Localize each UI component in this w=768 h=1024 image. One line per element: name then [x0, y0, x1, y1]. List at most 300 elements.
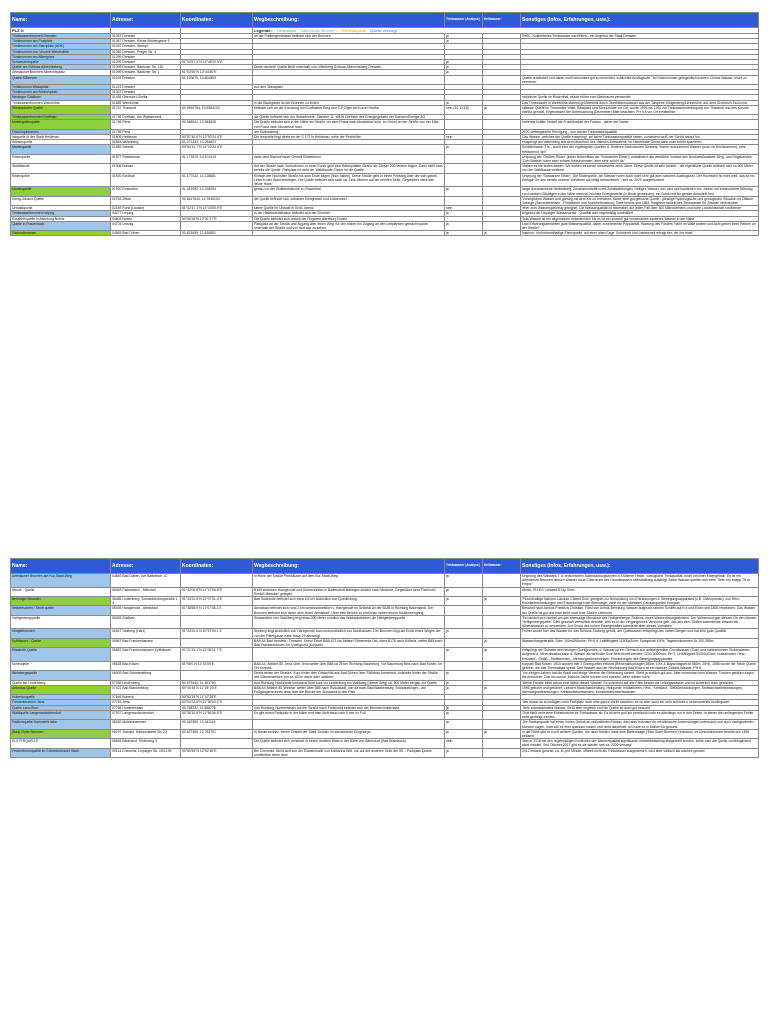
legend-item: Heilwasser — [276, 28, 297, 33]
table-row — [11, 164, 759, 173]
cell-trinkwasser: ja — [445, 671, 483, 680]
cell-koordinaten — [181, 739, 253, 748]
cell-wegbeschreibung: B185 zwischen Harzgerode und Aschersleben in Ballenstedt abbiegen südlich nach Meisdorf. Gegenüber dem 'Parkhotel Schloß Meisdorf' gelegen. — [253, 587, 445, 596]
cell-heilwasser — [483, 661, 521, 670]
cell-adresse: 07422 Bad Blankenburg — [111, 685, 181, 694]
cell-heilwasser — [483, 720, 521, 729]
cell-wegbeschreibung: Die Quelle befindet sich in der Nähe der Straße vor dem Posta nach Mockethal hoch, im Grund an der Straße von der Elbe von Posta nach Mockethal hoch. — [253, 120, 445, 129]
cell-heilwasser — [483, 671, 521, 680]
cell-koordinaten: 51.173570, 14.101413 — [181, 154, 253, 163]
cell-koordinaten: 50°58'34"N 12°31'27"E — [181, 216, 253, 221]
legend-item: Kalkreicher Brunnen — [300, 28, 337, 33]
cell-name: Struile - Quelle — [11, 587, 111, 596]
cell-koordinaten: 51.071433, 14.284603 — [181, 140, 253, 145]
cell-wegbeschreibung: an der Freibergerstrasse befindet sich der Brunnen — [253, 34, 445, 39]
cell-name: Gesundbrunnen — [11, 231, 111, 236]
cell-trinkwasser — [445, 196, 483, 205]
table-row — [11, 105, 759, 114]
table-row — [11, 597, 759, 606]
cell-sonstiges: Heilende Kräfte, fördert die Fruchtbarkeit der Frauen - daher der Name — [521, 120, 759, 129]
table-row — [11, 705, 759, 710]
springs-table-2 — [10, 558, 759, 758]
cell-trinkwasser — [445, 154, 483, 163]
cell-koordinaten: 50.968041, 13.953526 — [181, 120, 253, 129]
cell-sonstiges: Angebot der Leipziger Wasserwerke - Qualität wird regelmäßig kontrolliert — [521, 211, 759, 216]
table-row — [11, 154, 759, 163]
cell-adresse: 06463 Falkenstein - Meisdorf — [111, 587, 181, 596]
col-name: Name: — [11, 13, 111, 28]
cell-koordinaten: 51.120676, 13.801853 — [181, 75, 253, 84]
cell-adresse: 06909 Bad Schmiedeberg — [111, 671, 181, 680]
cell-name: Selkebrunnen / Stroh quelle — [11, 606, 111, 615]
table-row — [11, 120, 759, 129]
cell-adresse: 01067 Dresden, Kleine Brüdergasse 5 — [111, 39, 181, 44]
cell-koordinaten — [181, 221, 253, 230]
cell-name: Quelle in Frauenbach — [11, 221, 111, 230]
cell-trinkwasser: ja — [445, 211, 483, 216]
cell-sonstiges: 'Vorzügliches Wasser und günstig mit dem Kfz zu erreichen, daher eine gut genutzte Quelle'; günstige hydrologische und geologische Situation im Zittauer Gebirge (Sandsteinfelsen - Filtrationen und Speicherfunktion); Sitze bereits seit 1863, Ratgeber natürliches Trinkwasser für Zittauer Verbraucher — [521, 196, 759, 205]
col-adresse: Adresse: — [111, 559, 181, 574]
cell-adresse: 04277 Leipzig — [111, 211, 181, 216]
cell-trinkwasser: ja — [445, 70, 483, 75]
cell-heilwasser — [483, 748, 521, 757]
cell-wegbeschreibung: Parkplatz an der Straße und Zugang über einen Weg, für den bisher ein Zugang an den Leitplanken gemacht wurde, unterhalb der Straße und von dort aus zu sehen. — [253, 221, 445, 230]
cell-adresse: 06567 Bad Frankenhausen — [111, 638, 181, 647]
cell-adresse: 08262 Muldenhammer — [111, 720, 181, 729]
cell-koordinaten: 51°42'47.1"N 14°34'50.9"E — [181, 206, 253, 211]
cell-wegbeschreibung: BAB A4 Bad Hersfeld - Dresden. Kreuz Erfurt BAB A71 bis Abfahrt Sömmerda-Ost, dann B176 nach Kölleda, weiter B85 nach Bad Frankenhausen. Im Quellgrund (Kurpark) — [253, 638, 445, 647]
cell-trinkwasser — [445, 120, 483, 129]
cell-sonstiges: 'Die Radiumquelle hat einen hohen Gehalt an radioaktivem Radon, wird aber trotzdem für medizinische Anwendungen untersucht und auch nachgewiesen. Manche sagen, man soll es eher sparsam nutzen und nicht dauerhaft. Ich halte es in Maßen für gesund.' — [521, 720, 759, 729]
cell-wegbeschreibung: kleine Quelle im Unwald in Groß Jamno — [253, 206, 445, 211]
cell-adresse: 01796 Pirna — [111, 129, 181, 134]
cell-sonstiges: Früher wurde hier das Wasser für das Schloss Stolberg geholt, der Quellwasser entspringt den nahen Bergen und hat eine gute Qualität — [521, 629, 759, 638]
cell-wegbeschreibung: BAB A4, Abfahrt 85 'Jena' über Jena weiter über B88 ca 25 km Richtung Naumburg. Vor Naumburg links nach Bad Kösen. Im Ort Kurpark. — [253, 661, 445, 670]
cell-wegbeschreibung — [253, 648, 445, 662]
header-row — [11, 13, 759, 28]
cell-sonstiges: lange dokumentierte Heilwirkung, Zusammentreffen und Zufallswirkungen, Heiliges Wasser und 'wird seit hunderten von Jahren mit erstaunlicher Wirkung von kranken Gläubigen in der Nähe erreicht, höchste Energiewerte (in Bovis gemessen); ein Schild mit für gender Aufschrift bez' — [521, 187, 759, 196]
cell-heilwasser — [483, 187, 521, 196]
cell-adresse: 04603 Nobitz — [111, 216, 181, 221]
cell-wegbeschreibung: Diese muntere Quelle fließt unterhalb vom Weinberg Schloss Albrechtsberg Dresden. — [253, 65, 445, 70]
cell-sonstiges: 2012 instand gesetzt, ca. 4L pro Minute, offiziell nicht als Trinkwasser ausgewiesen, wird aber vielfach als solches genutzt — [521, 748, 759, 757]
cell-adresse: 01067 Dresden — [111, 34, 181, 39]
cell-wegbeschreibung: Einfach der Hochstein Straße bis zum Ende folgen (links halten). Diese Straße geht in einen Feldweg über der sich gabelt. Links in den Wald einbiegen. Die Quelle befindet sich nach ca. Zehn Metern auf der rechten Seite. Gegenüber steht das 'letzte Haus.' — [253, 173, 445, 187]
cell-adresse: 04849 Bad Düben, Am Badeteich 1C — [111, 574, 181, 588]
cell-wegbeschreibung: Es gibt einen Parkplatz in der Nähe und man läuft etwa noch 5 min zu Fuß. — [253, 710, 445, 719]
cell-name: Behringer Brunnen — [11, 597, 111, 606]
cell-koordinaten: 50.579444, 11.451750 — [181, 680, 253, 685]
cell-wegbeschreibung: Aus Richtung Hockerode kommend führt kurz vor Leutenberg ein Waldweg (oberer Weg) ca. 800 Meter bergan zur Quelle. — [253, 680, 445, 685]
cell-trinkwasser: ja — [445, 231, 483, 236]
col-wegbeschreibung: Wegbeschreibung: — [253, 13, 445, 28]
table-row — [11, 196, 759, 205]
cell-adresse: 08648 Bärendorf, Elsterweg 3 — [111, 739, 181, 748]
cell-koordinaten: 51°21'34.1"N 11°06'11.7"E — [181, 648, 253, 662]
cell-adresse: 04849 Bad Düben — [111, 231, 181, 236]
cell-adresse: 07768 Hummelshain — [111, 705, 181, 710]
cell-heilwasser: ja — [483, 729, 521, 738]
cell-adresse: 08297 Zwönitz, Hartensteiner Str. 22 — [111, 729, 181, 738]
legend-item: Thermalquelle — [340, 28, 367, 33]
cell-adresse: 01920 Kindisch — [111, 173, 181, 187]
cell-koordinaten: 51°03'57.0"N 13°48'20.5"E — [181, 60, 253, 65]
col-koordinaten: Koordinaten: — [181, 13, 253, 28]
cell-sonstiges: Ursprung der 'Großen Röder' (linker Nebenfluss der 'Schwarzen Elster'); entwässert das westliche Vorland des Nordwestlausitzer Berg- und Hügellandes; 'Zum Wasser holen aber schwer beizukommen, aber sehr schön da.' — [521, 154, 759, 163]
sheet-1 — [10, 12, 758, 236]
cell-adresse: 01069 Dresden, Prager Str. 4 — [111, 49, 181, 54]
cell-sonstiges: Quelle renaturiert und daher nicht besonders gut zu erreichen; schlichtes Ausflugsziel; 'Im Hochsommer gelegentlich trocken. Guess Wasser, leicht zu erreichen.' — [521, 75, 759, 84]
cell-name: Waldbauste — [11, 164, 111, 173]
cell-wegbeschreibung: Die Quelle befindet sich versteckt in einem dunklen Wald in der Nähe von Bärendorf (Bad Brambach). — [253, 739, 445, 748]
cell-trinkwasser: nein — [445, 739, 483, 748]
cell-wegbeschreibung: Direkt neben der Strasse. Kurz hinter dem Ortsschild aus Bad Düben über Söllichau kommend. Aulsseite hinter der Straße des Wasserwerkes von ca 100m davor oder dahinter. — [253, 671, 445, 680]
cell-sonstiges: Refill - Kostenfreies Trinkwasser nachfüllen - ein Angebot der Stadt Dresden — [521, 34, 759, 39]
col-heilwasser: Heilwasser: — [483, 13, 521, 28]
cell-wegbeschreibung: die Quelle befindet sich zwischen Eichgraben und Lückendorf. — [253, 196, 445, 205]
cell-adresse: 07338 Leutenberg — [111, 680, 181, 685]
cell-trinkwasser: ja — [445, 60, 483, 65]
cell-trinkwasser — [445, 606, 483, 615]
cell-name: Trinkwasserbrunnen Dresden — [11, 34, 111, 39]
cell-sonstiges: 'Meine Familie trinkt schon eine Weile dieses Wasser. Es schmeckt auf alle Fälle besser als Leitungswasser und ist sicherlich auch gesünder.' — [521, 680, 759, 685]
cell-sonstiges: stärkste Quelle im Tharandter Wald, Rastplatz und Schutzhütte vor Ort, wurde 1906 bis 1931 zur Trinkwasserversorgung von Tharandt und des Kurorts Hartha genutzt, Ergebnissen der Untersuchung (Dezember) Bitte beachten: PH 5,5 vor Ort ermittelbar — [521, 105, 759, 114]
cell-adresse: 01689 Weinböhla — [111, 100, 181, 105]
table-row — [11, 615, 759, 629]
cell-koordinaten: 51°34'24.6 N 10°57'09.1 E — [181, 629, 253, 638]
col-koordinaten: Koordinaten: — [181, 559, 253, 574]
table-row — [11, 587, 759, 596]
cell-adresse: 01099 Dresden — [111, 54, 181, 59]
cell-name: Schwesternquelle — [11, 60, 111, 65]
cell-name: Quelle Lenz-Born — [11, 705, 111, 710]
cell-sonstiges: 2020 umfangreiche Reinigung - nun wieder Trinkwasserqualität — [521, 129, 759, 134]
cell-sonstiges: Laut Erfahrungsberichten gute Wasserqualität, daher zunehmende Popularität. Wartung des Förders 'Nicht im Wald parken und Acht geben beim Parken an der Straße!' — [521, 221, 759, 230]
cell-adresse: 07646 Bobeck — [111, 695, 181, 700]
cell-name: Kyffhäuser - Quelle — [11, 638, 111, 647]
table-row — [11, 629, 759, 638]
cell-wegbeschreibung — [253, 75, 445, 84]
table-row — [11, 187, 759, 196]
table-row — [11, 75, 759, 84]
col-trinkwasser: Trinkwasser (Analyse) — [445, 13, 483, 28]
cell-trinkwasser: ja — [445, 685, 483, 694]
cell-adresse: 01920 Rosenthal — [111, 187, 181, 196]
cell-name: Frischebrunnquelle im Crimmitschauer Wald — [11, 748, 111, 757]
cell-koordinaten: 51°42'09.5"N 11°17'06.8"E — [181, 587, 253, 596]
cell-koordinaten: 50°54'23.8"N 11°36'00.2"E — [181, 700, 253, 705]
cell-heilwasser — [483, 173, 521, 187]
cell-adresse: 07937 Langenwolschendorf — [111, 710, 181, 719]
table-row — [11, 574, 759, 588]
cell-heilwasser: ja — [483, 231, 521, 236]
cell-name: Quelle Silbersee — [11, 75, 111, 84]
cell-name: Scheuqelle — [11, 661, 111, 670]
cell-adresse: 01458 Ottendorf-Okrilla — [111, 95, 181, 100]
cell-koordinaten: 51°08'0 N 11°43'09 E — [181, 661, 253, 670]
cell-name: Hubertusquelle — [11, 695, 111, 700]
table-row — [11, 661, 759, 670]
cell-wegbeschreibung: nahe dem Rammenauer Ortsteil Röderbrunn — [253, 154, 445, 163]
cell-sonstiges: Schildhinweis: 2 is - somit eine der ergiebigsten Quellen d. Hinteren Sächsischen Schweiz; 'immer ausreichend Wasser (auch im Hochsommer), sehr erfrischend, tip!!' — [521, 145, 759, 154]
cell-adresse: 02763 Zittau — [111, 196, 181, 205]
col-sonstiges: Sonstiges (Infos, Erfahrungen, usw.): — [521, 559, 759, 574]
cell-heilwasser — [483, 739, 521, 748]
cell-sonstiges: Natrium- und mineralhaltige Eisenquelle, auf einer alten Sage 'Schönheit und Lebensmut erfragt der, der ihn trinkt.' — [521, 231, 759, 236]
cell-sonstiges: 'Haben es nie testen lassen. Wir trinken es schon mindestens zehn Jahre. Diese Quelle ist sehr beliebt.'; die eigentliche Quelle befindet sich ca 500 Meter von der Waldbaude entfernt — [521, 164, 759, 173]
cell-trinkwasser: ja — [445, 748, 483, 757]
cell-wegbeschreibung: Die Quelle befindet sich unweit der Flugwerk Altenburg Nobitz — [253, 216, 445, 221]
cell-wegbeschreibung: in der Bachgasse ist der Brunnen zu finden — [253, 100, 445, 105]
cell-koordinaten: 50°38'10.6"N 11°56'06.6"E — [181, 710, 253, 719]
cell-heilwasser: ja — [483, 638, 521, 647]
cell-sonstiges: natürliche Quelle im Rosenthal, würde früher zum Bierbrauen verwendet — [521, 95, 759, 100]
cell-sonstiges: Das Wasser, welches der Quelle entspringt, sei keine Trinkwasserqualität haben, zumindest weiß der Schild darauf hin. — [521, 135, 759, 140]
cell-adresse: 01844 Vallenberg — [111, 140, 181, 145]
cell-trinkwasser — [445, 173, 483, 187]
table-row — [11, 145, 759, 154]
cell-trinkwasser — [445, 75, 483, 84]
cell-koordinaten: 50°57'40.0"N 13°53'24.4"E — [181, 135, 253, 140]
cell-adresse: 06628 Bad Kösen — [111, 661, 181, 670]
cell-wegbeschreibung: In Höhe der Straße Pfanhäuser auf dem Kur-Stadt-Weg. — [253, 574, 445, 588]
cell-sonstiges: 'Vor einigen Jahren hat die Stadt und einige Vereine die Einfassung saniert. Steht ja wirklich gut aus. Aber momentan kein Wasser. Trocken gefallen sagen die Anwohner. Das ist normal. Manche Jahre trocken und manche Jahre wieder nicht.' — [521, 671, 759, 680]
cell-sonstiges: Ursprung der 'Schwarzen Elster'; 'Die Elsterquelle, am Wasser holen auch nicht sehr gut aber schönes Ausflugsziel. Der Hochstein ist nicht weit, das ist ein Energie Ort den bereits unserer Vorfahren als heilig betrachteten.'; seit ca. 2020 ausgetrocknet — [521, 173, 759, 187]
cell-trinkwasser: ja — [445, 705, 483, 710]
cell-koordinaten: 51°38'58.9 N 11°07'08.2 E — [181, 606, 253, 615]
cell-name: Trinkbrunnen am Albertplatz — [11, 54, 111, 59]
cell-adresse: 07749 Jena — [111, 700, 181, 705]
table-row — [11, 221, 759, 230]
cell-sonstiges: 'Dort fließt sehr viele Einheimische ihr Trinkwasser ab. Es ist sehr gut! Ich persönlich hole es allerdings nur in den Zeiten, in denen die umliegenden Felder nicht gedüngt werden...' — [521, 710, 759, 719]
cell-sonstiges: Benannt nach Alexius Friedrich Christian, Fürst von Anhalt-Bernburg, Wasser aufgrund seinem Schliffs auf Erz und Eisen seit 1808 empfohlen. Das Wasser der Quelle ist gut und man sieht noch eine Stollen Leiterurin — [521, 606, 759, 615]
cell-name: Klingelbrunnen — [11, 629, 111, 638]
cell-sonstiges: 'Es handelt sich hierbei um das ehemalige Mundloch des Heiligenberger Stollens, eines Wasserlösungsstollens. Der Volksmund gab diesem Ort den Namen 'Heiligenbergquelle'. Dies geschah vermutlich deshalb, weil es in der Vergangenheit Versuche gab, das aus dem Stollen austretende Wasser als Mineralwasser zu verwenden. Auf Grund des hohen Eisengehaltes scheiterte aber dieses Vorhaben.' — [521, 615, 759, 629]
cell-koordinaten: 50°54'10.7"N 14°20'24.4"E — [181, 145, 253, 154]
cell-name: Trinkbrunnen am Sternplatz (AOK) — [11, 44, 111, 49]
cell-trinkwasser: ja — [445, 648, 483, 662]
cell-sonstiges: 48min, PH 8,0, Leitwert 813µ S/cm — [521, 587, 759, 596]
cell-name: König-Johann-Quelle — [11, 196, 111, 205]
cell-name: Trinkbrunnen Wasaplatz — [11, 85, 111, 90]
cell-name: Elisabeth-Quelle — [11, 648, 111, 662]
cell-name: Trinkwasserbrunnen Dorfhain — [11, 115, 111, 120]
cell-trinkwasser: nein — [445, 206, 483, 211]
cell-koordinaten: 50.768722, 11.588778 — [181, 705, 253, 710]
cell-name: Waldquelle Langenwolschendorf — [11, 710, 111, 719]
cell-adresse: 01855 Sebnitz — [111, 145, 181, 154]
cell-name: Marienquelle — [11, 145, 111, 154]
table-row — [11, 231, 759, 236]
col-adresse: Adresse: — [111, 13, 181, 28]
cell-wegbeschreibung: Bad Suderode befindet sich etwa 6,5 km südöstlich von Quedlinburg — [253, 597, 445, 606]
cell-name: Antonius-Quelle — [11, 685, 111, 694]
cell-koordinaten — [181, 164, 253, 173]
cell-wegbeschreibung: die Quelle befindet sich Am Wasserwerk, Standort 11: WKW Dorfhain des Energiegebiets der SachsenEnergie AG — [253, 115, 445, 120]
cell-heilwasser: ja — [483, 597, 521, 606]
col-sonstiges: Sonstiges (Infos, Erfahrungen, usw.): — [521, 13, 759, 28]
cell-sonstiges: Ursprung des Wassers: i. d. erdschichten Aufbrauchungszonen d. Dübener Heide, vorzügliche Trinkqualität, leicht erhöhter Eisengehalt; 'Es ist ein Artesischer Brunnen dessen Wasser durch Überdruck des Grundwassers selbstständig aufsteigt. Seine Wasser quellen aus einer Tiefe von knapp 75 m empor.' — [521, 574, 759, 588]
cell-trinkwasser: ja — [445, 65, 483, 70]
cell-wegbeschreibung: Von Richtung Hummelshain auf der Straße nach Freienorla befindet sich der Brunnen linkerhand. — [253, 705, 445, 710]
cell-adresse: 01906 Burkau — [111, 164, 181, 173]
cell-koordinaten: 51°03'50"N 13°44'50"E — [181, 70, 253, 75]
cell-sonstiges: 1995 gebohrt und gehärtet; Leitwert Stadt Blankenburg, Heilquelle; Indikationen: Herz-, Kreislauf-, Gefäßerkrankungen, Stoffwechselerkrankungen, Atemwegserkrankungen, Kreislaufbeschwerden, Konzentrationsschwächen — [521, 685, 759, 694]
cell-trinkwasser: ja — [445, 729, 483, 738]
cell-heilwasser — [483, 145, 521, 154]
cell-koordinaten: 50.8417644, 14.7645104 — [181, 196, 253, 205]
legend-items — [273, 28, 397, 33]
cell-heilwasser — [483, 196, 521, 205]
cell-name: Elisabethquelle in Altenburg Nobitz — [11, 216, 111, 221]
table-row — [11, 648, 759, 662]
cell-trinkwasser: ja — [445, 587, 483, 596]
springs-table-1 — [10, 12, 759, 236]
cell-koordinaten — [181, 574, 253, 588]
cell-name: Quelle bei Leutenberg — [11, 680, 111, 685]
cell-wegbeschreibung: auf dem Wasaplatz — [253, 85, 445, 90]
cell-wegbeschreibung: BAB A4 Abfahrt 80 'Weimar' weiter über B85 nach Rudolstadt, von da nach Bad Blankenburg, Schwarzburger-, am Fußgängerbrunnen links über die Brücke der Schwarza in den Park. — [253, 685, 445, 694]
cell-koordinaten: 50°50'55"N 12°52'48"E — [181, 748, 253, 757]
cell-sonstiges: Das Trinkwasser in Weinböhla stammt größtenteils durch Oberflächenwasser aus der Talsperre Klingenberg/Lehnmühle und dem Großteich Zschorna — [521, 100, 759, 105]
cell-koordinaten: 51.287052, 14.228254 — [181, 187, 253, 196]
cell-trinkwasser: ja — [445, 629, 483, 638]
cell-sonstiges: 'das musst du al einfügen vorm Parkplatz noch eine ganze Weile wandern, es ist aber auch ein sehr schönes u sehenswertes Ausflugsziel.' — [521, 700, 759, 705]
cell-name: Trinkbrunnen von Vincent Weintschke — [11, 49, 111, 54]
header-row — [11, 559, 759, 574]
cell-heilwasser — [483, 615, 521, 629]
cell-heilwasser — [483, 75, 521, 84]
cell-adresse: 01219 Dresden — [111, 85, 181, 90]
cell-name: Trinkwasserbrunnen Weinböhla — [11, 100, 111, 105]
cell-sonstiges: 'Das Wasser ist ein allgemeinen unbedenklich bis es ist ein sinnvoll gut verwendetes sauberes Wasser in der Nähe' — [521, 216, 759, 221]
cell-name: Trinkbrunnen am Postplatz — [11, 39, 111, 44]
cell-adresse: 01877 Rammenau — [111, 154, 181, 163]
cell-sonstiges: entspringt der Ostseite des heutigen Quellgrundes; d. Wasser ist ein Gemisch aus aufsteigendem Grundwasser (Sole) und meteorischem Sickerwasser; aufgrund d. Mineralisation kann d. Wasser als wertvolle Sole bezeichnet werden; 1200-3000mm; PH 7; Leitfähigkeit 50000µS/cm; Indikationen: Herz-, Kreislauf-, Gefäß-, Stoffwechsel-, Atemwegserkrankungen, Erkrankungen des Bewegungsapparates — [521, 648, 759, 662]
cell-heilwasser — [483, 574, 521, 588]
cell-koordinaten — [181, 615, 253, 629]
cell-wegbeschreibung: in der Hildebrandstrasse befindet sich der Brunnen — [253, 211, 445, 216]
cell-name: Isequelle in der Stadt Heidenau — [11, 135, 111, 140]
cell-trinkwasser: ja — [445, 100, 483, 105]
cell-name: Heiligenbergquelle — [11, 615, 111, 629]
cell-trinkwasser — [445, 638, 483, 647]
cell-adresse: 01307 Dresden — [111, 90, 181, 95]
sheet-2 — [10, 558, 758, 758]
cell-adresse: 01099 Dresden, Bautzner Str. 1 — [111, 70, 181, 75]
cell-heilwasser — [483, 629, 521, 638]
cell-wegbeschreibung: Bei Chemnitz. Nicht weit von der Eisbahnhalle von Katharina Witt, nur auf der anderen Seite der 95. - Parkplatz Quelle unmittelbar hinter dem — [253, 748, 445, 757]
cell-trinkwasser: ja — [445, 39, 483, 44]
cell-wegbeschreibung — [253, 231, 445, 236]
col-name: Name: — [11, 559, 111, 574]
cell-name: Quelle am Schloss Albrechtsberg — [11, 65, 111, 70]
cell-adresse: 06493 Südharz — [111, 615, 181, 629]
cell-adresse: 02149 Forst (Lausitz) — [111, 206, 181, 211]
cell-adresse: 06567 Bad Frankenhausen/ Kyffhäuser — [111, 648, 181, 662]
cell-heilwasser — [483, 710, 521, 719]
cell-trinkwasser: ja — [445, 145, 483, 154]
cell-trinkwasser: ja — [445, 221, 483, 230]
cell-sonstiges: 'eher zum Wasserspielzeug geeignet. Die Wasserqualität ist miserabel, auf jeden Fall über 300 Mikrosiemens und hohe Landwirtschaft rundherum' — [521, 206, 759, 211]
table-row — [11, 606, 759, 615]
cell-trinkwasser: nein (10.12.18) — [445, 105, 483, 114]
cell-adresse: 01099 Dresden — [111, 60, 181, 65]
cell-name: Wiesenquelle — [11, 140, 111, 145]
table-row — [11, 739, 759, 748]
cell-wegbeschreibung: genau vor der Wallfahrtskirche zu Rosenthal — [253, 187, 445, 196]
cell-name: Marienquelle — [11, 187, 111, 196]
cell-name: Artesischer Brunnen am Kur-Stadt-Weg — [11, 574, 111, 588]
cell-trinkwasser: ja — [445, 720, 483, 729]
cell-koordinaten — [181, 638, 253, 647]
cell-adresse: 01099 Dresden, Bautzner Str. 130 — [111, 65, 181, 70]
plz-label: PLZ 0: — [11, 28, 111, 34]
cell-wegbeschreibung: Stolberg liegt südöstlich von Harzgerode und nordnordöstlich von Nordhausen. Der Brunnen liegt am Ende eines Weges der von der Rittergasse nahe Haus 29 abzweigt. — [253, 629, 445, 638]
cell-sonstiges: entspringt am Valtenberg aus dem Mundloch des Valentin-Erbstollens; im Liebethaler Grund kann man schön spazieren — [521, 140, 759, 145]
cell-trinkwasser — [445, 164, 483, 173]
cell-heilwasser — [483, 587, 521, 596]
table-row — [11, 720, 759, 729]
cell-sonstiges: 'Sehr schmackhaftes Wasser, fließt aber ungleich und die Quelle ist auch gut besucht.' — [521, 705, 759, 710]
table-row — [11, 671, 759, 680]
cell-sonstiges: Wasserchargeteristik: Sole: 100m3/Woche; PH 6,6; Leitfähigkeit 11500µS/cm; Salzgehalt 6,8%; Tageseinkommen 3x 100-350m — [521, 638, 759, 647]
cell-name: Radiumquelle Hammerbrücke — [11, 720, 111, 729]
cell-name: Unwaldquelle — [11, 206, 111, 211]
cell-trinkwasser: ja — [445, 710, 483, 719]
table-row — [11, 638, 759, 647]
cell-heilwasser — [483, 606, 521, 615]
table-row — [11, 680, 759, 685]
cell-wegbeschreibung — [253, 145, 445, 154]
cell-wegbeschreibung: Auf der Straße nach Schönbrunn, in einer Kurve geht eine Betonplatten Straße ab. Dieser 200 Metern folgen. Dann sieht man bereits die Quelle. Parkplatz ist nicht da. Waldbaude: Davor ist die Quelle. — [254, 164, 443, 173]
cell-adresse: 01738 Dorfhain, Am Wasserwerk — [111, 115, 181, 120]
cell-sonstiges: in der Nähe gibt es noch weitere Quellen, die dazu führten, dass eine Badeanlage ('Bad Guter Brunnen') entstand, es Gesundbrunnen bereits seit 1498 bekannt — [521, 729, 759, 738]
cell-name: ELSTERQUELLE — [11, 739, 111, 748]
cell-koordinaten: 50.442390, 12.441119 — [181, 720, 253, 729]
cell-name: Fürstenbrunnen Jena — [11, 700, 111, 705]
cell-trinkwasser: ja — [445, 34, 483, 39]
cell-name: Trinkbrunnen am Bönischplatz — [11, 90, 111, 95]
cell-name: Wiesbadorfer Quelle — [11, 105, 111, 114]
cell-sonstiges: Kurpark Bad Kösen: 1910 wurden hier 2 Sonequellen erbohrt (Reihenabsprüngen 280m, 10% & Bayschlagsel ist 680m, 26%), 1986 wurde die 'Neue Quelle' gebohrt, die das Thermalbad speist. Das Wasser aus der Neuhohrung Bad Kösen ist ein Natrium-Chlorid-Wasser, PH 6 — [521, 661, 759, 670]
cell-name: Trinkwasserbrunnen Leipzig — [11, 211, 111, 216]
cell-adresse: 01737 Tharandt — [111, 105, 181, 114]
cell-wegbeschreibung: in Niederzwönitz, einem Ortsteil der Stadt Zwönitz im sächsischen Erzgebirge. — [253, 729, 445, 738]
cell-koordinaten: 50.627480, 12.783701 — [181, 729, 253, 738]
cell-adresse: 04703 Leisnig — [111, 221, 181, 230]
cell-koordinaten: 50°53'19"N 11°47'38"E — [181, 695, 253, 700]
cell-adresse: 01109 Dresden — [111, 75, 181, 84]
col-wegbeschreibung: Wegbeschreibung: — [253, 559, 445, 574]
cell-sonstiges: 'Das in 2016 bei den regelmäßigen Kontrollen der Wasserqualität signifikante Umweltbelastung festgestellt wurden, sollte man die Quelle vorübergehend nicht meiden. Seit Oktober 2017 gibt es sie wieder, seit ca. 2020 versiegt' — [521, 739, 759, 748]
cell-koordinaten: 51.177032, 14.128881 — [181, 173, 253, 187]
cell-name: Muttergottesquelle — [11, 120, 111, 129]
cell-koordinaten: 51.621659, 12.616851 — [181, 231, 253, 236]
cell-wegbeschreibung: am Schlossberg — [253, 129, 445, 134]
col-trinkwasser: Trinkwasser (Analyse) — [445, 559, 483, 574]
cell-koordinaten — [181, 671, 253, 680]
cell-heilwasser — [483, 154, 521, 163]
cell-adresse: 01067 Dresden, Sternpl. — [111, 44, 181, 49]
cell-wegbeschreibung — [253, 720, 445, 729]
cell-name: Artesischer Brunnen Albrechtsplatz — [11, 70, 111, 75]
cell-name: Flaschoplbrunnen — [11, 129, 111, 134]
cell-wegbeschreibung: befindet sich an der Kreuzung von Dorfhainer Weg und C-F-Eigel bei Kurort Hartha — [253, 105, 445, 114]
cell-koordinaten: 50°40'48 N 11°18' 20 E — [181, 685, 253, 694]
cell-sonstiges: 'Fluoridhaltige Natrium-Calcium-Chlorid Sole' geeignet zur Behandlung von Erkrankungen d. Bewegungsapparates (z.B. Osteoporose), von Herz- Kreislauferkrankungen und Erkrankungen der Atemwege; zählt zu den stärksten Calciumquellen Europas — [521, 597, 759, 606]
table-row — [11, 173, 759, 187]
